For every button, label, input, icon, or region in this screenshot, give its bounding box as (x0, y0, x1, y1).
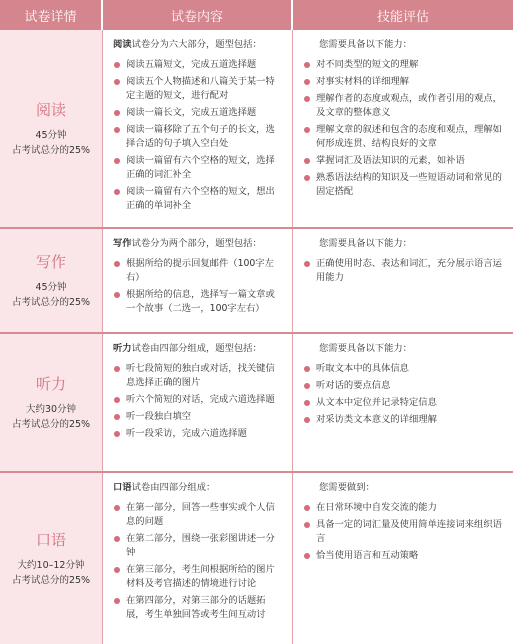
skills-intro: 您需要具备以下能力： (319, 238, 412, 249)
section-name: 口语 (35, 531, 66, 549)
section-time: 大约10–12分钟 (17, 560, 85, 571)
bullet-icon (114, 79, 120, 85)
list-item: 掌握词汇及语法知识的元素，如补语 (303, 154, 505, 168)
bullet-icon (304, 62, 310, 68)
list-item: 根据所给的提示回复邮件（100字左右） (113, 257, 284, 285)
section-content (103, 473, 293, 644)
section-name: 阅读 (35, 101, 66, 119)
bullet-icon (304, 417, 310, 423)
bullet-icon (304, 79, 310, 85)
list-item: 在第三部分，考生间根据所给的图片材料及考官描述的情境进行讨论 (113, 563, 284, 591)
bullet-icon (304, 96, 310, 102)
list-item: 听六个简短的对话，完成六道选择题 (113, 393, 284, 407)
section-skills (293, 473, 513, 644)
section-skills (293, 229, 513, 332)
bullet-icon (304, 158, 310, 164)
section-content (103, 30, 293, 227)
bullet-icon (304, 175, 310, 181)
bullet-icon (304, 505, 310, 511)
section-content (103, 334, 293, 471)
bullet-icon (304, 522, 310, 528)
section-name: 写作 (35, 253, 66, 271)
section-summary (0, 334, 103, 471)
list-item: 理解文章的叙述和包含的态度和观点，理解如何形成连贯、结构良好的文章 (303, 123, 505, 151)
list-item: 对采访类文本意义的详细理解 (303, 413, 505, 427)
content-intro: 听力试卷由四部分组成，题型包括： (113, 343, 262, 354)
bullet-icon (304, 261, 310, 267)
section-row-speaking (0, 473, 513, 644)
list-item: 对事实材料的详细理解 (303, 75, 505, 89)
content-intro: 写作试卷分为两个部分，题型包括： (113, 238, 262, 249)
content-intro: 阅读试卷分为六大部分，题型包括： (113, 39, 262, 50)
section-share: 占考试总分的25% (11, 575, 91, 586)
section-summary (0, 473, 103, 644)
section-row-writing (0, 229, 513, 334)
section-time: 大约30分钟 (25, 404, 77, 415)
list-item: 听一段采访，完成六道选择题 (113, 427, 284, 441)
bullet-icon (114, 397, 120, 403)
bullet-icon (114, 431, 120, 437)
list-item: 熟悉语法结构的知识及一些短语动词和常见的固定搭配 (303, 171, 505, 199)
list-item: 根据所给的信息，选择写一篇文章或一个故事（二选一，100字左右） (113, 288, 284, 316)
section-share: 占考试总分的25% (11, 145, 91, 156)
bullet-icon (114, 414, 120, 420)
list-item: 听一段独白填空 (113, 410, 284, 424)
table-header (0, 0, 513, 30)
list-item: 理解作者的态度或观点，或作者引用的观点，及文章的整体意义 (303, 92, 505, 120)
header-exam-content: 试卷内容 (103, 0, 293, 30)
bullet-icon (114, 189, 120, 195)
bullet-icon (304, 127, 310, 133)
section-content (103, 229, 293, 332)
list-item: 听取文本中的具体信息 (303, 362, 505, 376)
section-skills (293, 334, 513, 471)
skills-intro: 您需要具备以下能力： (319, 343, 412, 354)
list-item: 具备一定的词汇量及使用简单连接词来组织语言 (303, 518, 505, 546)
list-item: 听对话的要点信息 (303, 379, 505, 393)
header-exam-details: 试卷详情 (0, 0, 103, 30)
list-item: 对不同类型的短文的理解 (303, 58, 505, 72)
list-item: 在第四部分，对第三部分的话题拓展，考生单独回答或考生间互动讨 (113, 594, 284, 622)
bullet-icon (114, 127, 120, 133)
list-item: 阅读五篇短文，完成五道选择题 (113, 58, 284, 72)
header-skills-assessment: 技能评估 (376, 9, 429, 25)
section-row-listening (0, 334, 513, 473)
bullet-icon (114, 62, 120, 68)
list-item: 阅读一篇留有六个空格的短文，想出正确的单词补全 (113, 185, 284, 213)
bullet-icon (304, 553, 310, 559)
list-item: 恰当使用语言和互动策略 (303, 549, 505, 563)
bullet-icon (114, 567, 120, 573)
bullet-icon (304, 383, 310, 389)
bullet-icon (114, 598, 120, 604)
content-intro: 口语试卷由四部分组成： (113, 482, 216, 493)
bullet-icon (114, 261, 120, 267)
bullet-icon (304, 366, 310, 372)
section-time: 45分钟 (35, 130, 67, 141)
list-item: 正确使用时态、表达和词汇，充分展示语言运用能力 (303, 257, 505, 285)
list-item: 从文本中定位并记录特定信息 (303, 396, 505, 410)
section-summary (0, 229, 103, 332)
section-row-reading (0, 30, 513, 229)
bullet-icon (114, 505, 120, 511)
list-item: 听七段简短的独白或对话，找关键信息选择正确的图片 (113, 362, 284, 390)
skills-intro: 您需要做到： (319, 482, 375, 493)
bullet-icon (304, 400, 310, 406)
section-summary (0, 30, 103, 227)
list-item: 阅读一篇留有六个空格的短文，选择正确的词汇补全 (113, 154, 284, 182)
section-skills (293, 30, 513, 227)
bullet-icon (114, 536, 120, 542)
list-item: 在第二部分，围绕一张彩图讲述一分钟 (113, 532, 284, 560)
bullet-icon (114, 158, 120, 164)
list-item: 阅读一篇移除了五个句子的长文，选择合适的句子填入空白处 (113, 123, 284, 151)
section-time: 45分钟 (35, 282, 67, 293)
list-item: 在日常环境中自发交流的能力 (303, 501, 505, 515)
bullet-icon (114, 292, 120, 298)
bullet-icon (114, 366, 120, 372)
list-item: 阅读五个人物描述和八篇关于某一特定主题的短文，进行配对 (113, 75, 284, 103)
section-share: 占考试总分的25% (11, 419, 91, 430)
skills-intro: 您需要具备以下能力： (319, 39, 412, 50)
list-item: 阅读一篇长文，完成五道选择题 (113, 106, 284, 120)
bullet-icon (114, 110, 120, 116)
list-item: 在第一部分，回答一些事实或个人信息的问题 (113, 501, 284, 529)
section-share: 占考试总分的25% (11, 297, 91, 308)
section-name: 听力 (35, 375, 66, 393)
